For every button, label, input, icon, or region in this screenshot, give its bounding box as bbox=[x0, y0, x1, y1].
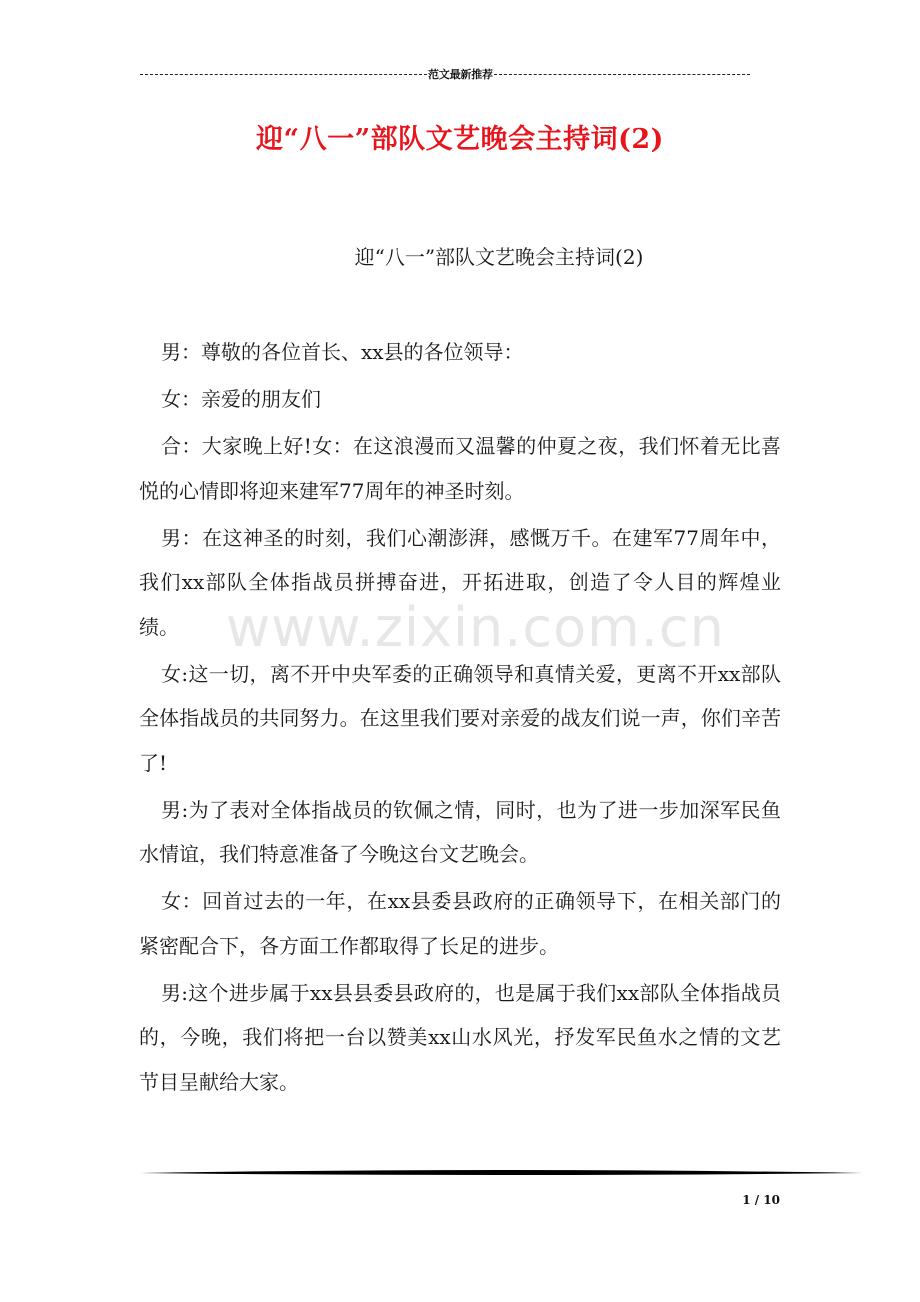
paragraph: 男:这个进步属于xx县县委县政府的，也是属于我们xx部队全体指战员的，今晚，我们将把一台以赞美xx山水风光，抒发军民鱼水之情的文艺节目呈献给大家。 bbox=[139, 980, 781, 1094]
paragraph: 男：在这神圣的时刻，我们心潮澎湃，感慨万千。在建军77周年中，我们xx部队全体指战员拼搏奋进，开拓进取，创造了令人目的辉煌业绩。 bbox=[139, 525, 781, 639]
document-title: 迎“八一”部队文艺晚会主持词(2) bbox=[256, 124, 664, 155]
paragraph: 女：亲爱的朋友们 bbox=[161, 387, 321, 411]
page-header bbox=[140, 66, 780, 84]
paragraph: 女:这一切，离不开中央军委的正确领导和真情关爱，更离不开xx部队全体指战员的共同努力。在这里我们要对亲爱的战友们说一声，你们辛苦了! bbox=[139, 661, 781, 775]
page-number: 1 / 10 bbox=[742, 1193, 780, 1207]
paragraph: 男:为了表对全体指战员的钦佩之情，同时，也为了进一步加深军民鱼水情谊，我们特意准备了今晚这台文艺晚会。 bbox=[139, 797, 781, 866]
footer-rule bbox=[140, 1168, 863, 1178]
document-body bbox=[139, 330, 781, 1107]
paragraph: 男：尊敬的各位首长、xx县的各位领导： bbox=[161, 340, 524, 364]
paragraph: 合：大家晚上好!女：在这浪漫而又温馨的仲夏之夜，我们怀着无比喜悦的心情即将迎来建军77周年的神圣时刻。 bbox=[139, 434, 781, 503]
watermark-text: www.zixin.com.cn bbox=[226, 596, 725, 659]
header-dash-right bbox=[494, 74, 750, 75]
header-dash-left bbox=[140, 74, 427, 75]
header-label: 范文最新推荐 bbox=[428, 68, 493, 81]
document-subtitle: 迎“八一”部队文艺晚会主持词(2) bbox=[354, 245, 644, 269]
paragraph: 女：回首过去的一年，在xx县委县政府的正确领导下，在相关部门的紧密配合下，各方面工作都取得了长足的进步。 bbox=[139, 889, 781, 958]
